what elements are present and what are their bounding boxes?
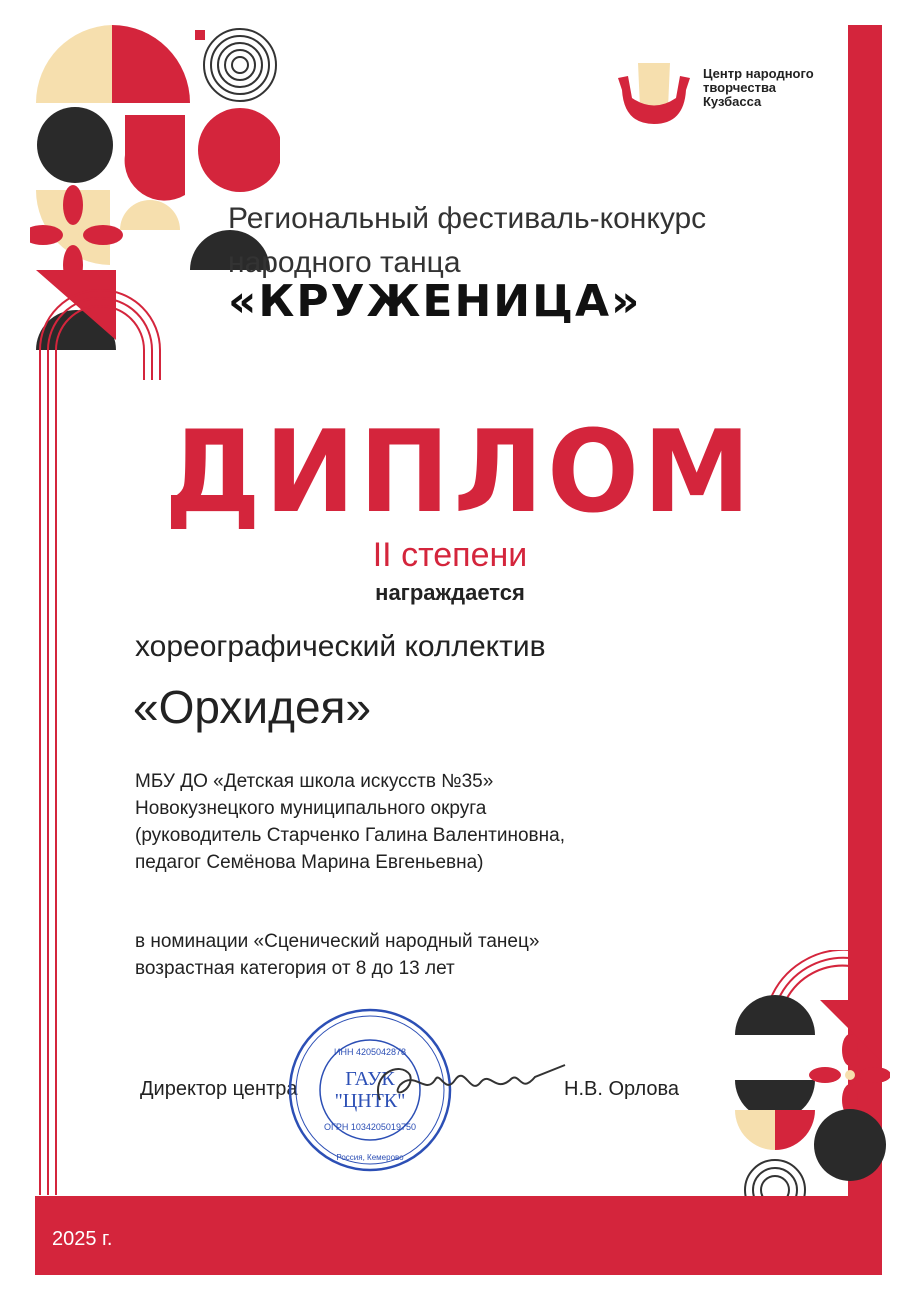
- stamp-center-line: ГАУК: [345, 1068, 395, 1090]
- quarter-circle-shape: [112, 25, 190, 103]
- logo-boat-icon: [610, 58, 698, 128]
- nomination-line: возрастная категория от 8 до 13 лет: [135, 958, 455, 979]
- festival-title-line: Региональный фестиваль-конкурс: [228, 202, 707, 235]
- org-line: творчества: [703, 80, 776, 95]
- org-line: Кузбасса: [703, 94, 762, 109]
- quarter-circle-shape: [36, 25, 112, 103]
- details-line: Новокузнецкого муниципального округа: [135, 798, 487, 819]
- stamp-ogrn: ОГРН 1034205019750: [324, 1122, 416, 1132]
- details-line: педагог Семёнова Марина Евгеньевна): [135, 852, 484, 873]
- recipient-name: «Орхидея»: [133, 681, 372, 733]
- diploma-degree: II степени: [372, 536, 528, 574]
- organization-name: [703, 67, 843, 109]
- stamp-city: Россия, Кемерово: [336, 1153, 404, 1162]
- diploma-title: ДИПЛОМ: [164, 406, 755, 539]
- festival-name: «КРУЖЕНИЦА»: [228, 276, 642, 327]
- details-line: МБУ ДО «Детская школа искусств №35»: [135, 771, 494, 792]
- awarded-label: награждается: [375, 580, 525, 605]
- recipient-details: [135, 768, 565, 876]
- nomination-line: в номинации «Сценический народный танец»: [135, 931, 540, 952]
- handwritten-signature: [370, 1055, 570, 1115]
- stamp-center-line: "ЦНТК": [334, 1090, 406, 1112]
- details-line: (руководитель Старченко Галина Валентиновна,: [135, 825, 565, 846]
- festival-title-line: народного танца: [228, 246, 461, 279]
- bottom-red-band: [35, 1196, 882, 1275]
- festival-title: [228, 197, 706, 285]
- stamp-inn: ИНН 4205042878: [333, 1047, 407, 1057]
- concentric-circles-icon: [204, 29, 276, 101]
- org-line: Центр народного: [703, 66, 814, 81]
- recipient-type: хореографический коллектив: [135, 630, 546, 663]
- bottom-right-ornament: [730, 950, 890, 1196]
- nomination: [135, 928, 539, 982]
- signature-name: Н.В. Орлова: [564, 1078, 679, 1100]
- signature-position: Директор центра: [140, 1078, 298, 1100]
- year: 2025 г.: [52, 1228, 113, 1250]
